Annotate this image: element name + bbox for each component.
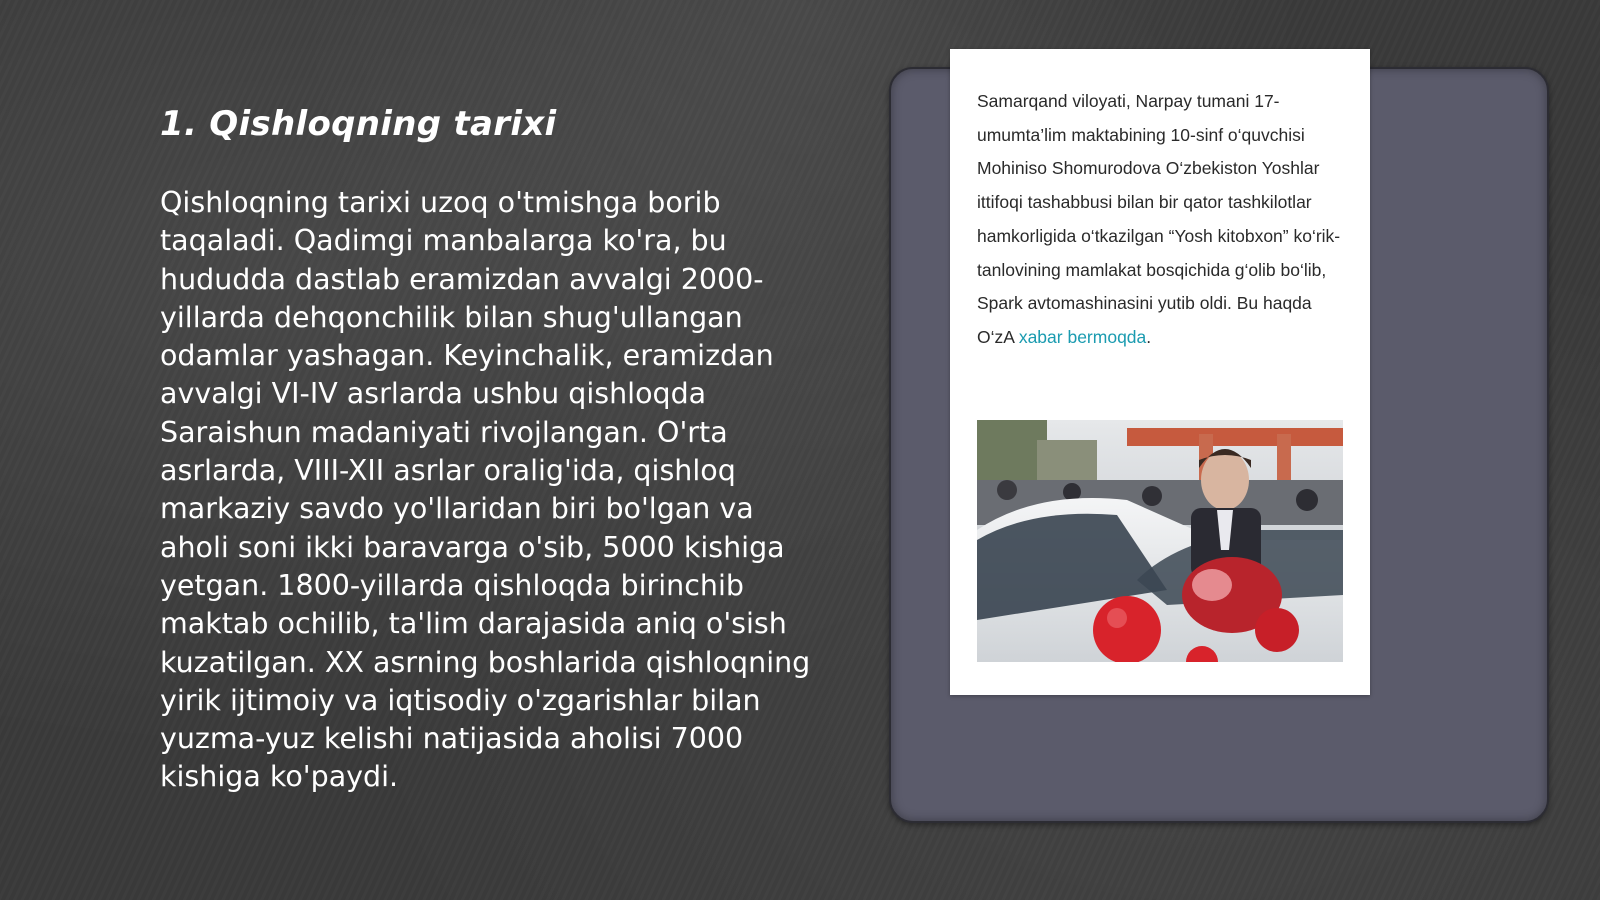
- slide-body-text: Qishloqning tarixi uzoq o'tmishga borib taqaladi. Qadimgi manbalarga ko'ra, bu hududda dastlab eramizdan avvalgi 2000-yillarda dehqonchilik bilan shug'ullangan odamlar yashagan. Keyinchalik, eramizdan avvalgi VI-IV asrlarda ushbu qishloqda Saraishun madaniyati rivojlangan. O'rta asrlarda, VIII-XII asrlar oralig'ida, qishloq markaziy savdo yo'llaridan biri bo'lgan va aholi soni ikki baravarga o'sib, 5000 kishiga yetgan. 1800-yillarda qishloqda birinchib maktab ochilib, ta'lim darajasida aniq o'sish kuzatilgan. XX asrning boshlarida qishloqning yirik ijtimoiy va iqtisodiy o'zgarishlar bilan yuzma-yuz kelishi natijasida aholisi 7000 kishiga ko'paydi.: [160, 186, 811, 794]
- news-photo-illustration: [977, 420, 1343, 662]
- news-text: Samarqand viloyati, Narpay tumani 17-umumta’lim maktabining 10-sinf o‘quvchisi Mohiniso Shomurodova O‘zbekiston Yoshlar ittifoqi tashabbusi bilan bir qator tashkilotlar hamkorligida o‘tkazilgan “Yosh kitobxon” ko‘rik-tanlovining mamlakat bosqichida g‘olib bo‘lib, Spark avtomashinasini yutib oldi. Bu haqda O‘zA: [977, 91, 1341, 347]
- news-text-suffix: .: [1146, 326, 1152, 347]
- slide-title: 1. Qishloqning tarixi: [160, 104, 557, 144]
- news-screenshot-card: [950, 49, 1370, 695]
- news-paragraph: [977, 85, 1349, 355]
- news-photo: [977, 420, 1343, 662]
- news-source-link[interactable]: xabar bermoqda: [1018, 326, 1147, 347]
